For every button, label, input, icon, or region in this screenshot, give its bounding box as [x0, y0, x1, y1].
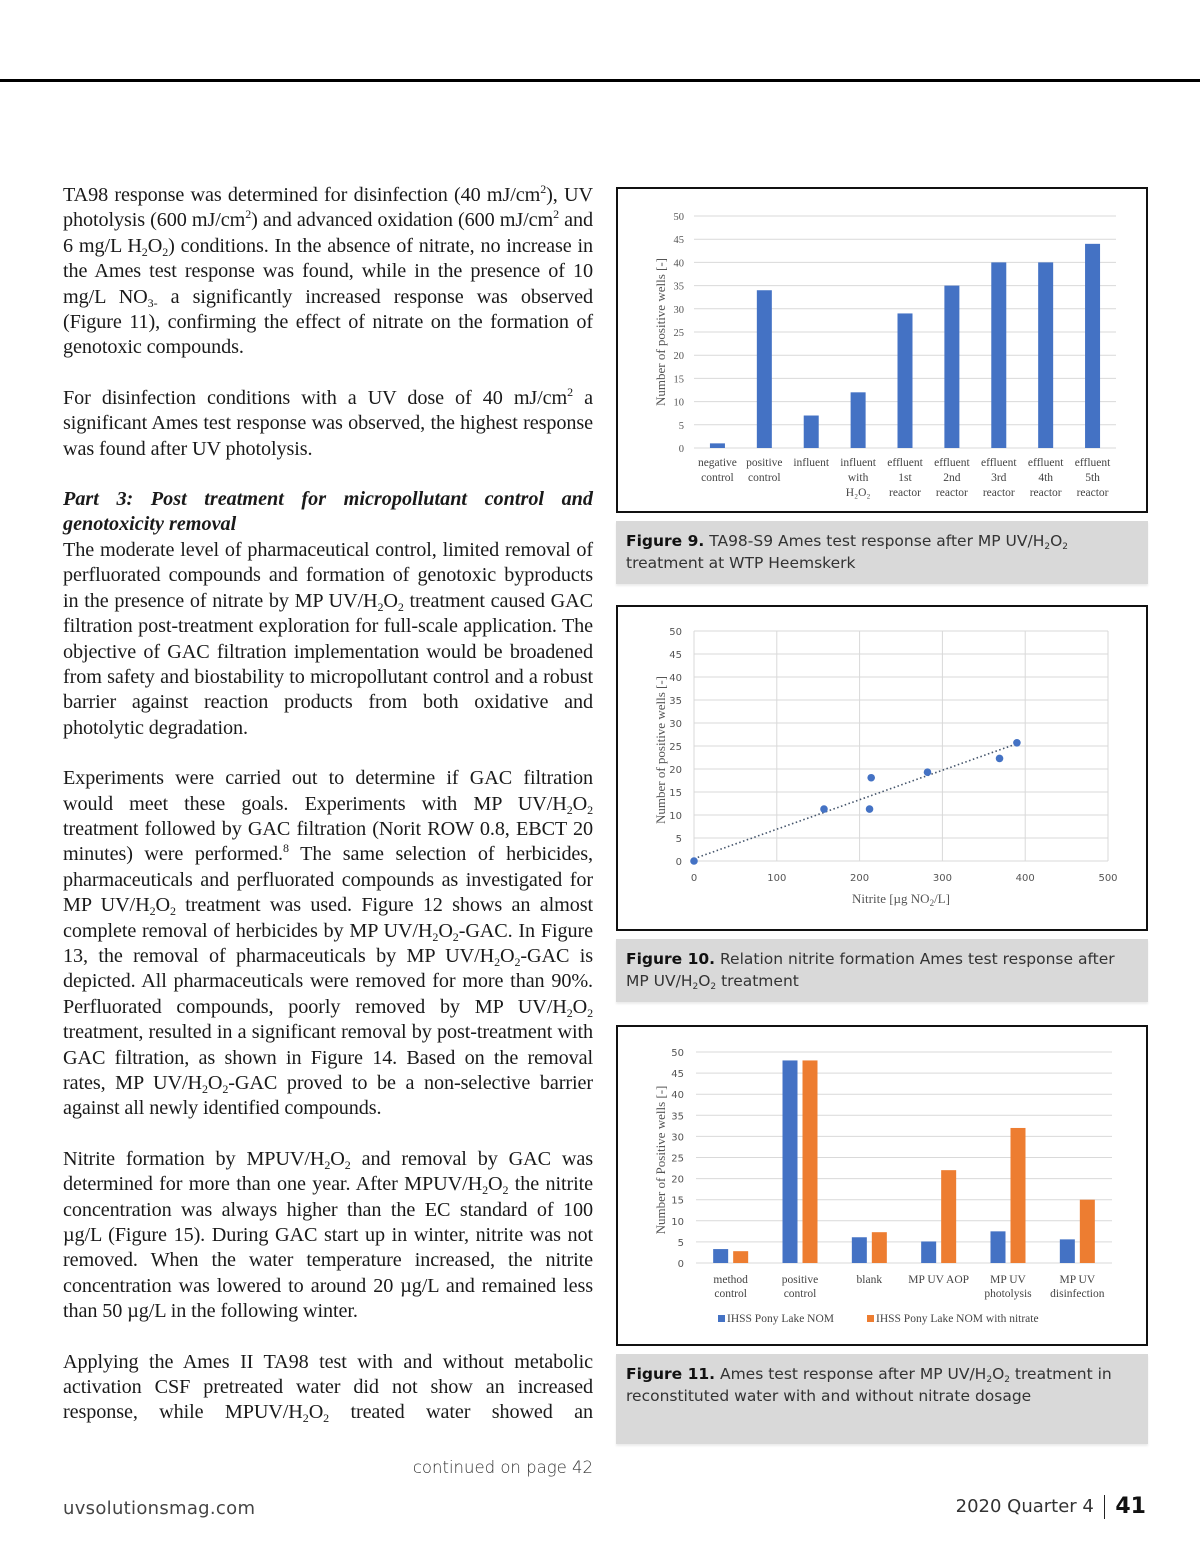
bar	[944, 286, 959, 448]
bar	[713, 1249, 728, 1263]
header-rule	[0, 79, 1200, 82]
svg-text:500: 500	[1098, 873, 1118, 884]
figure-11-caption-text: Ames test response after MP $UV/H_2O_2$ treatment in reconstituted water with and without nitrate dosage	[626, 1365, 1112, 1405]
svg-text:400: 400	[1015, 873, 1035, 884]
article-body	[63, 183, 593, 1451]
svg-text:15: 15	[673, 374, 684, 386]
svg-text:10: 10	[673, 397, 684, 409]
svg-text:50: 50	[671, 1048, 684, 1059]
svg-text:45: 45	[671, 1069, 684, 1081]
svg-text:with: with	[847, 472, 869, 484]
legend-label: IHSS Pony Lake NOM with nitrate	[876, 1313, 1039, 1325]
legend-swatch	[718, 1315, 725, 1322]
legend-swatch	[867, 1315, 874, 1322]
svg-text:Number of Positive wells [-]: Number of Positive wells [-]	[653, 1085, 668, 1235]
svg-text:reactor: reactor	[1076, 487, 1109, 499]
data-point	[867, 774, 875, 782]
svg-text:3rd: 3rd	[991, 472, 1007, 484]
svg-text:40: 40	[671, 1090, 684, 1102]
svg-text:photolysis: photolysis	[984, 1288, 1032, 1300]
bar	[921, 1241, 936, 1263]
paragraph-1: TA98 response was determined for disinfection (40 $mJ/cm^2$), UV photolysis (600 $mJ/cm^2$) and advanced oxidation (600 $mJ/cm^2$ and 6 mg/L $H_2O_2$) conditions. In the absence of nitrate, no increase in the Ames test response was found, while in the presence of 10 mg/L $NO_{3-}$ a significantly increased response was observed (Figure 11), confirming the effect of nitrate on the formation of genotoxic compounds.	[63, 182, 593, 359]
svg-text:blank: blank	[856, 1274, 883, 1286]
bar	[1060, 1239, 1075, 1263]
figure-9-caption-text: TA98-S9 Ames test response after MP $UV/H_2O_2$ treatment at WTP Heemskerk	[626, 532, 1069, 572]
bar	[1085, 244, 1100, 448]
paragraph-6: Applying the Ames II TA98 test with and without metabolic activation CSF pretreated water did not show an increased response, while MPUV/$H_2O_2$ treated water showed an	[63, 1350, 593, 1426]
figure-11-caption	[616, 1354, 1148, 1444]
svg-text:2nd: 2nd	[943, 472, 961, 484]
data-point	[1013, 739, 1021, 747]
svg-text:45: 45	[669, 650, 682, 661]
svg-text:reactor: reactor	[982, 487, 1015, 499]
svg-text:effluent: effluent	[887, 457, 923, 469]
svg-text:influent: influent	[840, 457, 877, 469]
figure-10-label: Figure 10.	[626, 950, 716, 968]
svg-text:20: 20	[669, 765, 682, 776]
svg-text:0: 0	[675, 857, 682, 868]
page-number: 41	[1115, 1494, 1146, 1519]
svg-text:20: 20	[673, 351, 684, 363]
svg-text:30: 30	[669, 719, 682, 730]
svg-text:25: 25	[669, 742, 682, 753]
svg-text:50: 50	[673, 212, 684, 223]
svg-text:200: 200	[850, 873, 870, 884]
figure-11-chart	[616, 1025, 1148, 1346]
paragraph-5: Nitrite formation by MPUV/$H_2O_2$ and removal by GAC was determined for more than one year. After MPUV/$H_2O_2$ the nitrite concentration was always higher than the EC standard of 100 µg/L (Figure 15). During GAC start up in winter, nitrite was not removed. When the water temperature increased, the nitrite concentration was lowered to around 20 µg/L and remained less than 50 µg/L in the following winter.	[63, 1147, 593, 1323]
bar	[1080, 1200, 1095, 1263]
svg-text:Number of positive wells [-]: Number of positive wells [-]	[653, 257, 668, 407]
svg-text:effluent: effluent	[934, 457, 970, 469]
bar	[757, 290, 772, 448]
bar	[991, 262, 1006, 448]
scatter-chart-fig10	[618, 607, 1146, 929]
figure-10-caption	[616, 939, 1148, 1002]
svg-text:Nitrite [µg NO2/L]: Nitrite [µg $NO_2/L$]	[852, 891, 950, 908]
data-point	[924, 768, 932, 776]
figure-9-caption	[616, 521, 1148, 584]
svg-text:10: 10	[669, 811, 682, 822]
bar	[803, 1060, 818, 1263]
svg-text:4th: 4th	[1038, 472, 1054, 484]
svg-text:35: 35	[671, 1111, 684, 1123]
svg-text:control: control	[783, 1288, 817, 1300]
svg-text:5: 5	[677, 1237, 684, 1249]
data-point	[690, 857, 698, 865]
svg-text:30: 30	[671, 1132, 684, 1144]
svg-text:positive: positive	[746, 457, 783, 469]
bar	[941, 1170, 956, 1263]
footer-issue-block	[956, 1494, 1146, 1519]
svg-text:reactor: reactor	[889, 487, 921, 499]
bar	[872, 1232, 887, 1263]
svg-text:40: 40	[673, 258, 684, 270]
svg-text:300: 300	[932, 873, 952, 884]
bar	[783, 1060, 798, 1263]
svg-text:35: 35	[669, 696, 682, 707]
figure-9-chart	[616, 187, 1148, 513]
svg-text:positive: positive	[781, 1274, 819, 1286]
paragraph-3: The moderate level of pharmaceutical control, limited removal of perfluorated compounds and formation of genotoxic byproducts in the presence of nitrate by MP $UV/H_2O_2$ treatment caused GAC filtration post-treatment exploration for full-scale application. The objective of GAC filtration implementation would be broadened from safety and biostability to micropollutant control and a robust barrier against reaction products from both oxidative and photolytic degradation.	[63, 538, 593, 739]
paragraph-4: Experiments were carried out to determine if GAC filtration would meet these goals. Experiments with MP $UV/H_2O_2$ treatment followed by GAC filtration (Norit ROW 0.8, EBCT 20 minutes) were performed.$^8$ The same selection of herbicides, pharmaceuticals and perfluorated compounds as investigated for MP $UV/H_2O_2$ treatment was used. Figure 12 shows an almost complete removal of herbicides by MP $UV/H_2O_2$-GAC. In Figure 13, the removal of pharmaceuticals by MP $UV/H_2O_2$-GAC is depicted. All pharmaceuticals were removed for more than 90%. Perfluorated compounds, poorly removed by MP $UV/H_2O_2$ treatment, resulted in a significant removal by post-treatment with GAC filtration, as shown in Figure 14. Based on the removal rates, MP $UV/H_2O_2$-GAC proved to be a non-selective barrier against all newly identified compounds.	[63, 767, 593, 1120]
svg-text:15: 15	[669, 788, 682, 799]
svg-text:negative: negative	[697, 457, 737, 469]
figure-11-label: Figure 11.	[626, 1365, 716, 1383]
svg-text:control: control	[748, 472, 781, 484]
svg-text:50: 50	[669, 627, 682, 638]
svg-text:MP UV: MP UV	[990, 1274, 1026, 1286]
svg-text:control: control	[701, 472, 734, 484]
footer-issue: 2020 Quarter 4	[955, 1496, 1094, 1517]
section-heading: Part 3: Post treatment for micropollutant control and genotoxicity removal	[63, 488, 593, 536]
legend-label: IHSS Pony Lake NOM	[727, 1313, 835, 1325]
bar	[1011, 1128, 1026, 1263]
svg-text:0: 0	[677, 1259, 684, 1270]
svg-text:10: 10	[671, 1216, 684, 1228]
svg-text:disinfection: disinfection	[1050, 1288, 1105, 1300]
svg-text:control: control	[714, 1288, 747, 1300]
footer-site: uvsolutionsmag.com	[63, 1498, 256, 1519]
svg-text:MP UV: MP UV	[1059, 1274, 1096, 1286]
svg-text:effluent: effluent	[1074, 457, 1111, 469]
svg-text:25: 25	[673, 328, 684, 339]
svg-text:reactor: reactor	[935, 487, 968, 499]
svg-text:15: 15	[671, 1195, 684, 1207]
svg-text:20: 20	[671, 1174, 684, 1186]
svg-text:45: 45	[673, 235, 684, 247]
footer-separator	[1104, 1495, 1106, 1519]
data-point	[866, 805, 874, 813]
svg-text:0: 0	[678, 444, 684, 455]
svg-text:35: 35	[673, 281, 684, 293]
svg-text:Number of positive wells [-]: Number of positive wells [-]	[653, 675, 668, 825]
svg-text:effluent: effluent	[1027, 457, 1064, 469]
svg-text:5: 5	[675, 834, 682, 845]
svg-text:effluent: effluent	[980, 457, 1017, 469]
paragraph-2: For disinfection conditions with a UV dose of 40 $mJ/cm^2$ a significant Ames test response was observed, the highest response was found after UV photolysis.	[63, 384, 594, 460]
svg-text:MP UV AOP: MP UV AOP	[908, 1274, 970, 1286]
svg-text:25: 25	[671, 1153, 684, 1165]
svg-text:40: 40	[669, 673, 682, 684]
bar	[1038, 262, 1053, 448]
bar	[852, 1237, 867, 1263]
bar	[898, 313, 913, 448]
data-point	[820, 805, 828, 813]
trendline	[694, 744, 1017, 859]
svg-text:0: 0	[690, 873, 698, 884]
svg-text:100: 100	[767, 873, 787, 884]
bar	[710, 443, 725, 448]
svg-text:5: 5	[678, 420, 684, 432]
continued-note: continued on page 42	[412, 1458, 593, 1477]
figure-10-chart	[616, 605, 1148, 931]
svg-text:reactor: reactor	[1029, 487, 1062, 499]
bar	[991, 1231, 1006, 1263]
svg-text:30: 30	[673, 304, 684, 316]
bar	[804, 416, 819, 448]
grouped-bar-chart-fig11	[618, 1027, 1146, 1344]
figure-10-caption-text: Relation nitrite formation Ames test response after MP $UV/H_2O_2$ treatment	[626, 950, 1115, 992]
svg-text:5th: 5th	[1085, 472, 1100, 484]
bar	[851, 392, 866, 448]
svg-text:method: method	[713, 1274, 748, 1286]
svg-text:1st: 1st	[898, 472, 912, 484]
bar-chart-fig9	[618, 189, 1146, 511]
svg-text:influent: influent	[793, 457, 830, 469]
data-point	[996, 755, 1004, 763]
figure-9-label: Figure 9.	[626, 532, 705, 550]
bar	[733, 1251, 748, 1263]
svg-text:H₂O₂: H₂O₂	[845, 487, 871, 499]
